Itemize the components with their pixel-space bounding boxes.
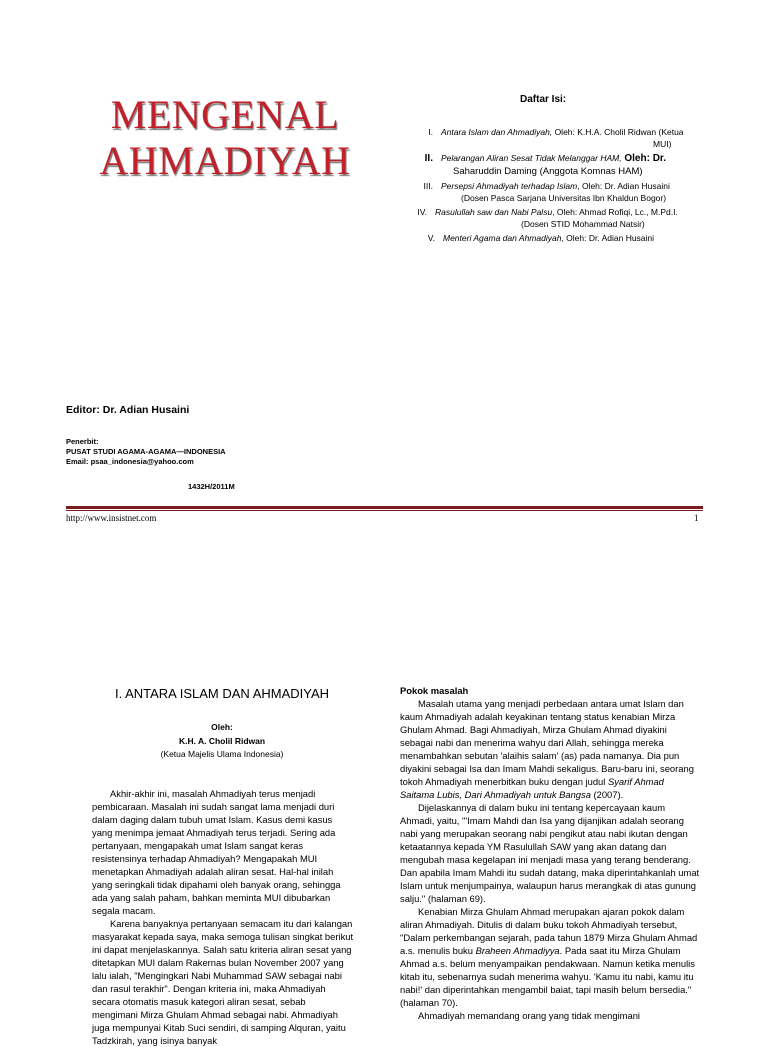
paragraph: Ahmadiyah memandang orang yang tidak mengimani — [418, 1010, 641, 1021]
author-block — [92, 720, 352, 748]
column-left-body — [92, 787, 354, 1047]
table-of-contents — [405, 126, 705, 244]
paragraph: Dijelaskannya di dalam buku ini tentang kepercayaan kaum Ahmadi, yaitu, "'Imam Mahdi dan Isa yang dijanjikan adalah seorang nabi yang merupakan seorang nabi pengikut atau nabi ikutan dengan ketaatannya kepada YM Rasulullah SAW yang akan datang dan mengubah masa kegelapan ini menjadi masa yang terang benderang. Dan apabila Imam Mahdi itu sudah datang, maka diperintahkanlah umat Islam untuk menjumpainya, walaupun harus merangkak di atas gunung salju." (halaman 69). — [400, 802, 700, 904]
toc-author: , Oleh: Ahmad Rofiqi, Lc., M.Pd.I. — [552, 207, 678, 217]
editor-credit: Editor: Dr. Adian Husaini — [66, 404, 190, 416]
footer-divider — [66, 506, 703, 511]
toc-item[interactable] — [419, 232, 705, 244]
toc-item[interactable] — [417, 152, 705, 178]
toc-heading: Daftar Isi: — [520, 94, 567, 105]
column-right-body — [400, 684, 700, 1022]
toc-number: IV. — [417, 207, 427, 217]
toc-author: Oleh: Dr. — [621, 153, 667, 164]
oleh-label: Oleh: — [211, 722, 233, 732]
toc-title: Antara Islam dan Ahmadiyah, — [441, 127, 553, 137]
publisher-block — [66, 437, 226, 467]
paragraph-text: (2007). — [590, 789, 624, 800]
author-name: K.H. A. Cholil Ridwan — [178, 736, 266, 746]
toc-continuation: Saharuddin Daming (Anggota Komnas HAM) — [453, 166, 643, 177]
paragraph: Karena banyaknya pertanyaan semacam itu dari kalangan masyarakat kepada saya, maka semoga tulisan singkat berikut ini dapat menjelaskannya. Salah satu kriteria aliran sesat yang ditetapkan MUI dalam Rakernas bulan November 2007 yang lalu ialah, "Mengingkari Nabi Muhammad SAW sebagai nabi dan rasul terakhir". Dengan kriteria ini, maka Ahmadiyah secara otomatis masuk kategori aliran sesat, sebab mengimani Mirza Ghulam Ahmad sebagai nabi. Ahmadiyah juga mempunyai Kitab Suci sendiri, di samping Alquran, yaitu Tadzkirah, yang isinya banyak — [92, 918, 354, 1046]
toc-title: Pelarangan Aliran Sesat Tidak Melanggar HAM, — [441, 153, 622, 163]
subheading-pokok-masalah: Pokok masalah — [400, 685, 469, 696]
toc-author: , Oleh: Dr. Adian Husaini — [577, 181, 670, 191]
paragraph — [400, 905, 700, 1009]
toc-number: II. — [424, 153, 433, 164]
title-line-2: AHMADIYAH — [99, 138, 351, 183]
toc-title: Persepsi Ahmadiyah terhadap Islam — [441, 181, 578, 191]
section-title: I. ANTARA ISLAM DAN AHMADIYAH — [114, 686, 330, 701]
toc-item[interactable] — [411, 206, 705, 230]
toc-number: I. — [428, 127, 433, 137]
paragraph — [400, 697, 700, 801]
footer-url-link[interactable]: http://www.insistnet.com — [66, 513, 157, 523]
document-title — [70, 92, 380, 184]
title-line-1: MENGENAL — [110, 92, 340, 137]
toc-number: V. — [427, 233, 435, 243]
publisher-label: Penerbit: — [66, 437, 99, 446]
paragraph-text: Masalah utama yang menjadi perbedaan antara umat Islam dan kaum Ahmadiyah adalah keyakinan tentang status kenabian Mirza Ghulam Ahmad. Bagi Ahmadiyah, Mirza Ghulam Ahmad diyakini sebagai nabi dan menerima wahyu dari Allah, sehingga mereka menambahkan sebutan 'alaihis salam' (as) pada namanya. Dia pun diyakini sebagai Isa dan Imam Mahdi sekaligus. Baru-baru ini, seorang tokoh Ahmadiyah menerbitkan buku dengan judul — [400, 698, 694, 787]
toc-item[interactable] — [417, 126, 705, 150]
publication-year: 1432H/2011M — [188, 482, 235, 491]
toc-title: Rasulullah saw dan Nabi Palsu — [435, 207, 553, 217]
toc-title: Menteri Agama dan Ahmadiyah — [443, 233, 562, 243]
toc-continuation: (Dosen STID Mohammad Natsir) — [521, 219, 645, 229]
book-title: Syarif Ahmad Saitama Lubis, Dari Ahmadiyah untuk Bangsa — [400, 776, 664, 800]
paragraph: Akhir-akhir ini, masalah Ahmadiyah terus menjadi pembicaraan. Masalah ini sudah sangat lama menjadi duri dalam daging dalam tubuh umat Islam. Kasus demi kasus yang menimpa jemaat Ahmadiyah terus terjadi. Sering ada pertanyaan, mengapakah umat Islam sangat keras resistensinya terhadap Ahmadiyah? Mengapakah MUI menetapkan Ahmadiyah adalah aliran sesat. Hal-hal inilah yang seringkali tidak dipahami oleh banyak orang, sehingga ada yang salah paham, bahkan meminta MUI dibubarkan segala macam. — [92, 788, 341, 916]
toc-continuation: MUI) — [653, 139, 672, 149]
publisher-email: Email: psaa_indonesia@yahoo.com — [66, 457, 194, 466]
page-number: 1 — [694, 513, 699, 523]
toc-continuation: (Dosen Pasca Sarjana Universitas Ibn Khaldun Bogor) — [461, 193, 667, 203]
author-role: (Ketua Majelis Ulama Indonesia) — [160, 749, 284, 759]
toc-author: Oleh: K.H.A. Cholil Ridwan (Ketua — [552, 127, 684, 137]
paragraph-text: . Pada saat itu Mirza Ghulam Ahmad a.s. belum menyampaikan pendakwaan. Namun ketika menulis kitab itu, sebenarnya sudah menerima wahyu. 'Kamu itu nabi, kamu itu nabi!' dan diperintahkan mengambil baiat, tapi masih belum bersedia." (halaman 70). — [400, 945, 695, 1008]
toc-author: , Oleh: Dr. Adian Husaini — [561, 233, 655, 243]
book-title: Braheen Ahmadiyya — [475, 945, 560, 956]
paragraph-text: Kenabian Mirza Ghulam Ahmad merupakan ajaran pokok dalam aliran Ahmadiyah. Ditulis di dalam buku tokoh Ahmadiyah tersebut, "Dalam perkembangan sejarah, pada tahun 1879 Mirza Ghulam Ahmad a.s. menulis buku — [400, 906, 698, 956]
toc-number: III. — [423, 181, 433, 191]
publisher-name: PUSAT STUDI AGAMA-AGAMA—INDONESIA — [66, 447, 226, 456]
toc-item[interactable] — [417, 180, 705, 204]
